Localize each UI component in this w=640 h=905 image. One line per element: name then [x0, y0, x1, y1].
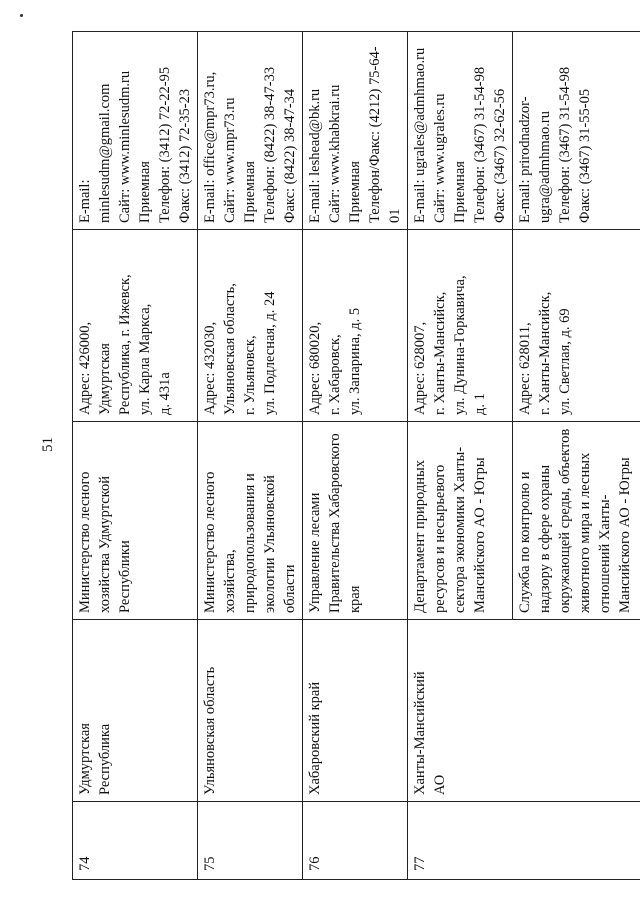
region-cell: Ульяновская область	[198, 620, 303, 802]
row-number: 75	[198, 802, 303, 880]
contacts-cell: E-mail: prirodnadzor- ugra@admhmao.ru Телефон: (3467) 31-54-98 Факс: (3467) 31-55-05	[513, 32, 640, 230]
table-row	[513, 32, 640, 880]
organization-cell: Министерство лесного хозяйства, природопользования и экологии Ульяновской области	[198, 422, 303, 620]
row-number: 74	[73, 802, 198, 880]
table-row	[73, 32, 198, 880]
contacts-cell: E-mail: ugrales@admhmao.ru Сайт: www.ugrales.ru Приемная Телефон: (3467) 31-54-98 Факс: (3467) 32-62-56	[408, 32, 513, 230]
region-cell: Удмуртская Республика	[73, 620, 198, 802]
table-row	[198, 32, 303, 880]
table-row	[408, 32, 513, 880]
region-cell: Хабаровский край	[303, 620, 408, 802]
row-number: 76	[303, 802, 408, 880]
organization-cell: Служба по контролю и надзору в сфере охраны окружающей среды, объектов животного мира и лесных отношений Ханты- Мансийского АО - Югры	[513, 422, 640, 620]
page-number: 51	[40, 437, 56, 452]
organization-cell: Управление лесами Правительства Хабаровского края	[303, 422, 408, 620]
region-cell: Ханты-Мансийский АО	[408, 620, 513, 802]
address-cell: Адрес: 680020, г. Хабаровск, ул. Запарина, д. 5	[303, 230, 408, 422]
address-cell: Адрес: 628007, г. Ханты-Мансийск, ул. Дунина-Горкавича, д. 1	[408, 230, 513, 422]
contacts-cell: E-mail: leshead@bk.ru Сайт: www.khabkrai.ru Приемная Телефон/Факс: (4212) 75-64-01	[303, 32, 408, 230]
table-row	[303, 32, 408, 880]
organization-cell: Министерство лесного хозяйства Удмуртской Республики	[73, 422, 198, 620]
region-cell	[513, 620, 640, 802]
row-number: 77	[408, 802, 513, 880]
address-cell: Адрес: 432030, Ульяновская область, г. Ульяновск, ул. Подлесная, д. 24	[198, 230, 303, 422]
contacts-table-rotated	[72, 32, 633, 880]
contacts-cell: E-mail: office@mpr73.ru, Сайт: www.mpr73.ru Приемная Телефон: (8422) 38-47-33 Факс: (8422) 38-47-34	[198, 32, 303, 230]
scan-dot-mark	[20, 14, 23, 17]
row-number	[513, 802, 640, 880]
organization-cell: Департамент природных ресурсов и несырьевого сектора экономики Ханты- Мансийского АО - Югры	[408, 422, 513, 620]
address-cell: Адрес: 426000, Удмуртская Республика, г. Ижевск, ул. Карла Маркса, д. 431а	[73, 230, 198, 422]
contacts-cell: E-mail: minlesudm@gmail.com Сайт: www.minlesudm.ru Приемная Телефон: (3412) 72-22-95 Факс: (3412) 72-35-23	[73, 32, 198, 230]
contacts-table	[72, 31, 640, 880]
address-cell: Адрес: 628011, г. Ханты-Мансийск, ул. Светлая, д. 69	[513, 230, 640, 422]
